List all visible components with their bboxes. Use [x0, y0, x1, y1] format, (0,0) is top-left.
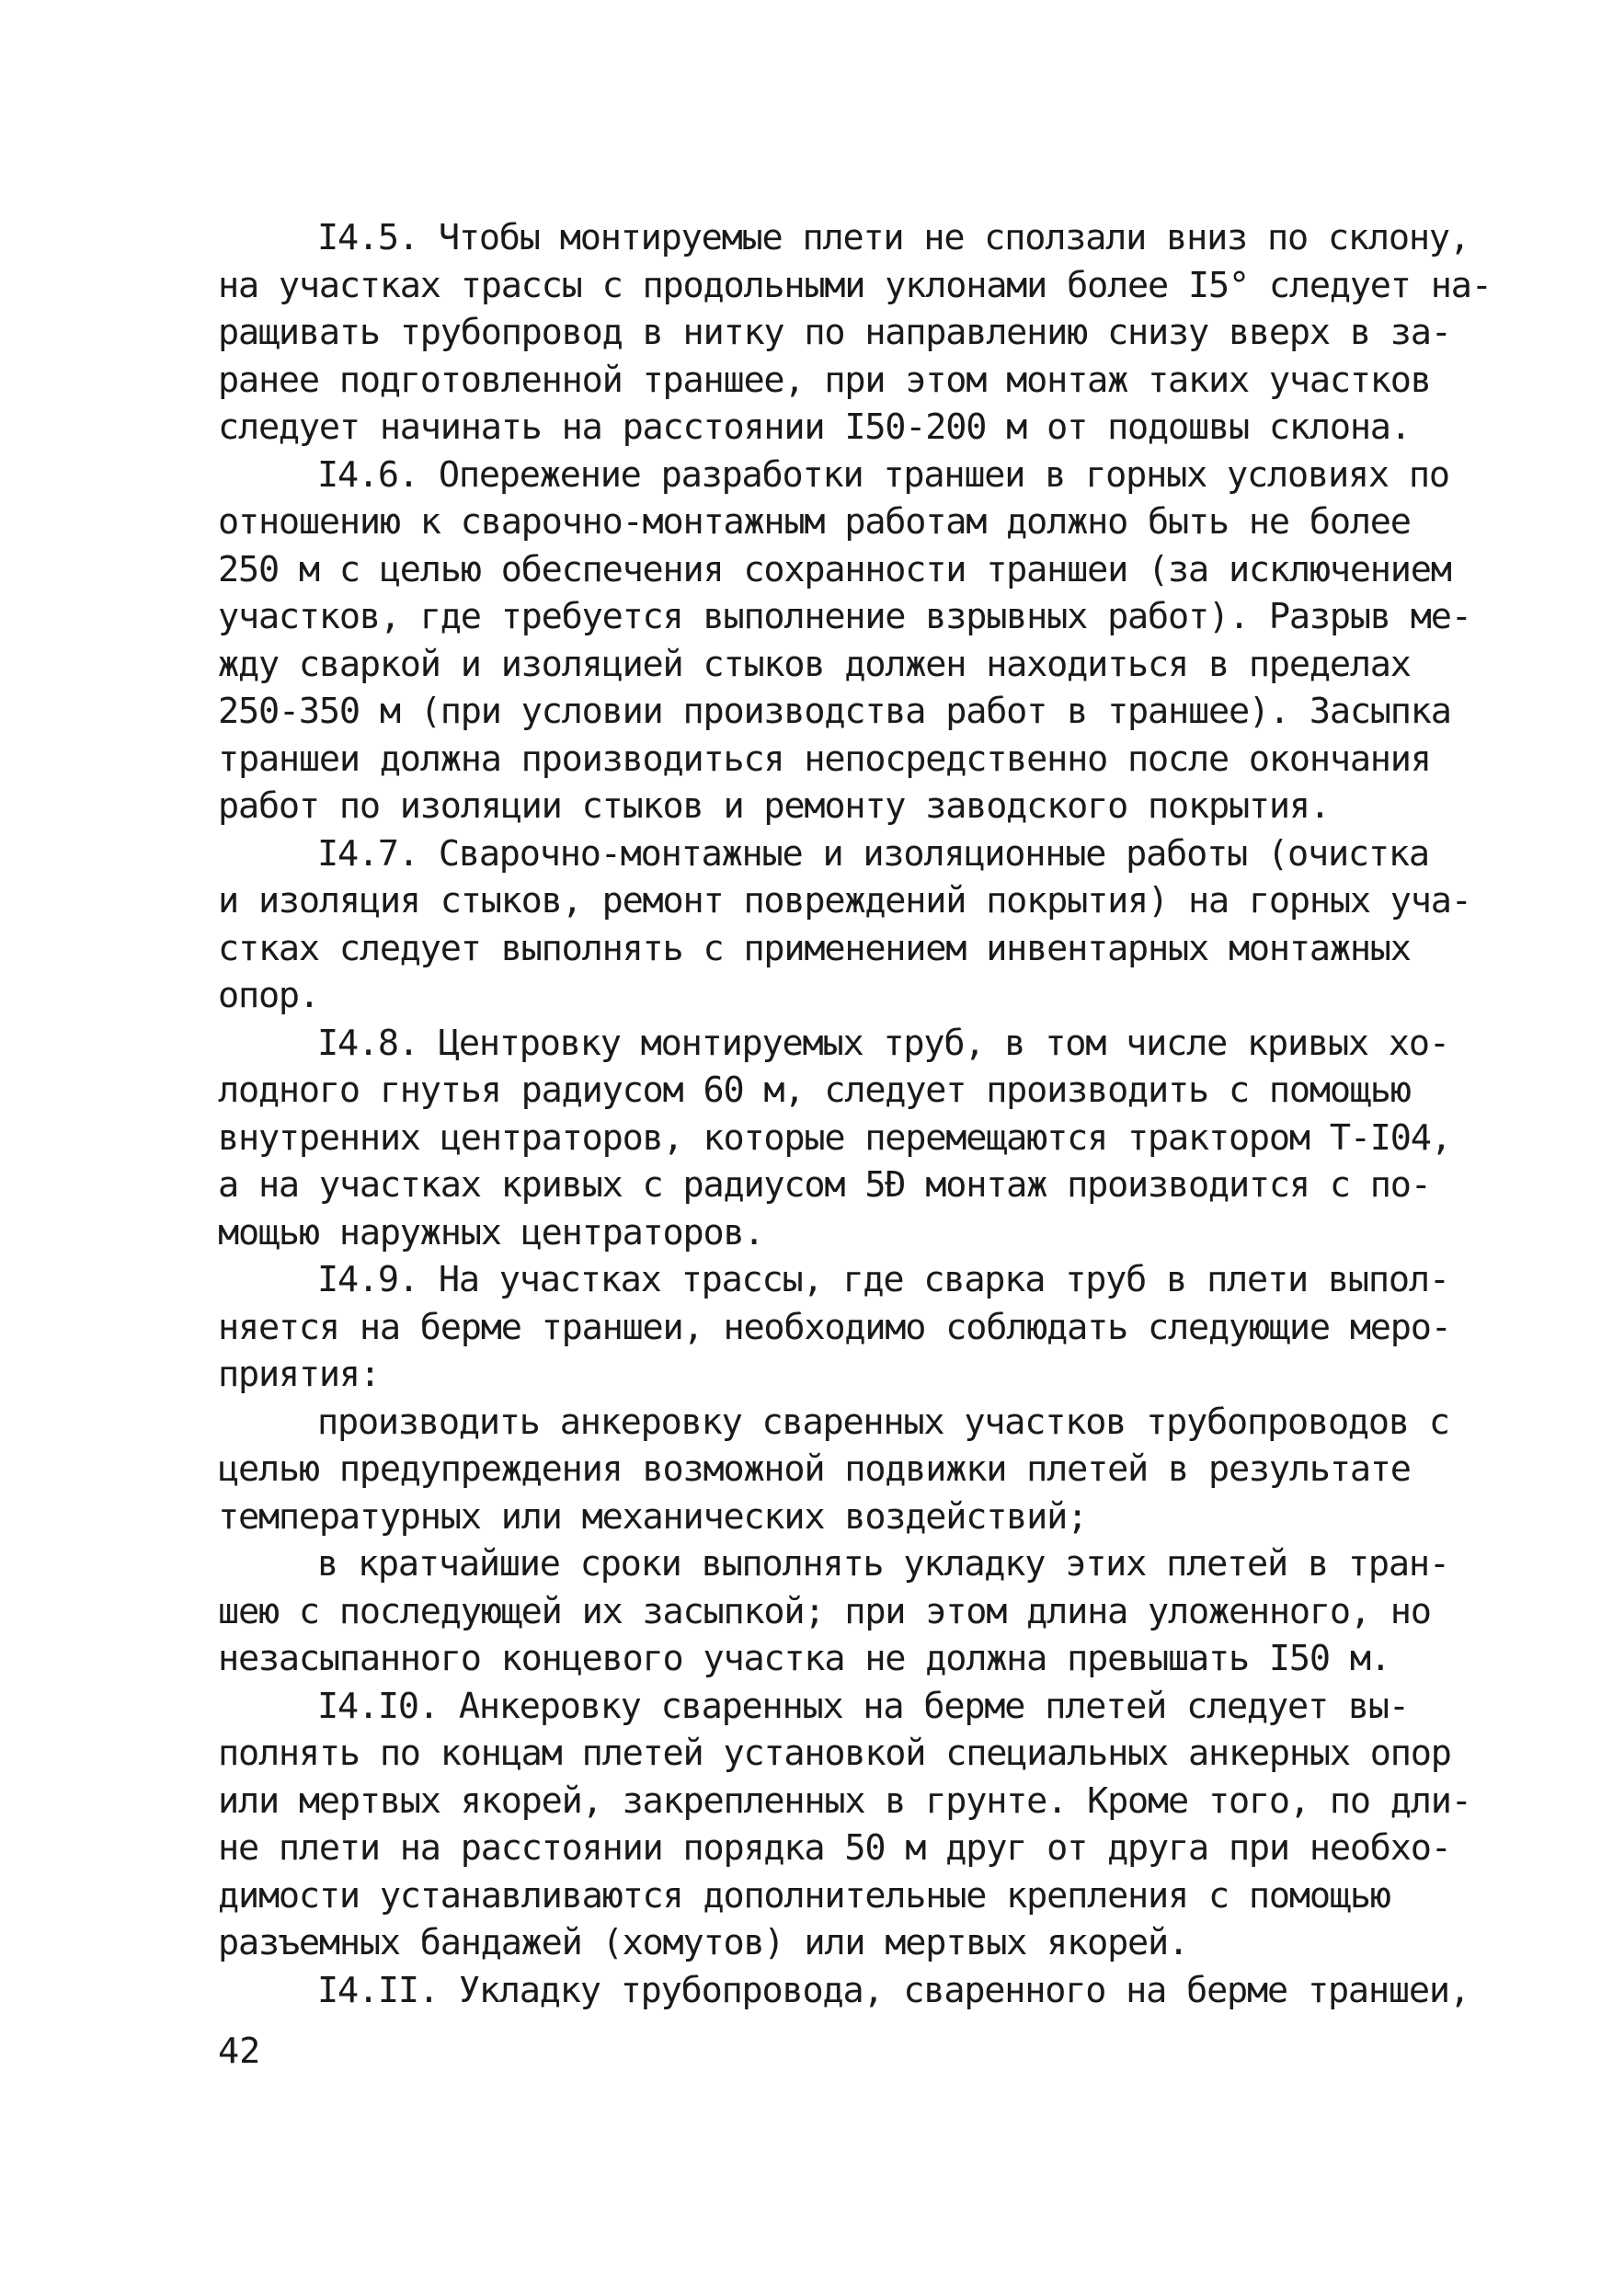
text-line: няется на берме траншеи, необходимо соблюдать следующие меро-	[218, 1306, 1451, 1348]
text-line: жду сваркой и изоляцией стыков должен находиться в пределах	[218, 643, 1411, 685]
text-line: и изоляция стыков, ремонт повреждений покрытия) на горных уча-	[218, 880, 1471, 921]
text-line: I4.7. Сварочно-монтажные и изоляционные работы (очистка	[317, 832, 1429, 875]
text-line: I4.6. Опережение разработки траншеи в горных условиях по	[317, 453, 1449, 496]
text-line: производить анкеровку сваренных участков трубопроводов с	[317, 1401, 1449, 1443]
text-line: I4.I0. Анкеровку сваренных на берме плетей следует вы-	[317, 1685, 1409, 1727]
text-line: димости устанавливаются дополнительные крепления с помощью	[218, 1874, 1390, 1917]
text-line: не плети на расстоянии порядка 50 м друг от друга при необхо-	[218, 1827, 1451, 1869]
text-line: а на участках кривых с радиусом 5Ð монтаж производится с по-	[218, 1164, 1431, 1206]
text-line: внутренних центраторов, которые перемещаются трактором Т-I04,	[218, 1116, 1451, 1159]
text-line: шею с последующей их засыпкой; при этом длина уложенного, но	[218, 1590, 1431, 1632]
text-line: работ по изоляции стыков и ремонту заводского покрытия.	[218, 785, 1330, 827]
text-line: мощью наружных центраторов.	[218, 1211, 764, 1253]
text-line: 250 м с целью обеспечения сохранности траншеи (за исключением	[218, 548, 1451, 590]
text-line: целью предупреждения возможной подвижки плетей в результате	[218, 1448, 1411, 1490]
text-line: 250-350 м (при условии производства работ в траншее). Засыпка	[218, 691, 1451, 732]
text-line: следует начинать на расстоянии I50-200 м от подошвы склона.	[218, 406, 1411, 448]
text-line: на участках трассы с продольными уклонами более I5° следует на-	[218, 264, 1492, 306]
text-line: разъемных бандажей (хомутов) или мертвых якорей.	[218, 1922, 1188, 1963]
page-number: 42	[218, 2031, 261, 2072]
text-line: опор.	[218, 975, 319, 1016]
text-line: или мертвых якорей, закрепленных в грунте. Кроме того, по дли-	[218, 1779, 1471, 1822]
text-line: полнять по концам плетей установкой специальных анкерных опор	[218, 1733, 1451, 1774]
text-line: незасыпанного концевого участка не должна превышать I50 м.	[218, 1638, 1390, 1679]
text-line: ранее подготовленной траншее, при этом монтаж таких участков	[218, 359, 1431, 401]
text-line: стках следует выполнять с применением инвентарных монтажных	[218, 927, 1411, 969]
text-line: лодного гнутья радиусом 60 м, следует производить с помощью	[218, 1070, 1411, 1111]
text-line: I4.9. На участках трассы, где сварка труб в плети выпол-	[317, 1259, 1449, 1300]
text-line: участков, где требуется выполнение взрывных работ). Разрыв ме-	[218, 596, 1471, 637]
text-line: ращивать трубопровод в нитку по направлению снизу вверх в за-	[218, 312, 1451, 353]
text-line: в кратчайшие сроки выполнять укладку этих плетей в тран-	[317, 1543, 1449, 1585]
text-line: отношению к сварочно-монтажным работам должно быть не более	[218, 501, 1411, 543]
text-line: I4.8. Центровку монтируемых труб, в том числе кривых хо-	[317, 1022, 1449, 1064]
text-line: I4.II. Укладку трубопровода, сваренного на берме траншеи,	[317, 1969, 1470, 2011]
text-line: траншеи должна производиться непосредственно после окончания	[218, 738, 1431, 780]
text-line: I4.5. Чтобы монтируемые плети не сползали вниз по склону,	[317, 217, 1470, 258]
text-line: приятия:	[218, 1354, 380, 1395]
body-text	[218, 214, 1492, 2014]
text-line: температурных или механических воздействий;	[218, 1495, 1088, 1538]
